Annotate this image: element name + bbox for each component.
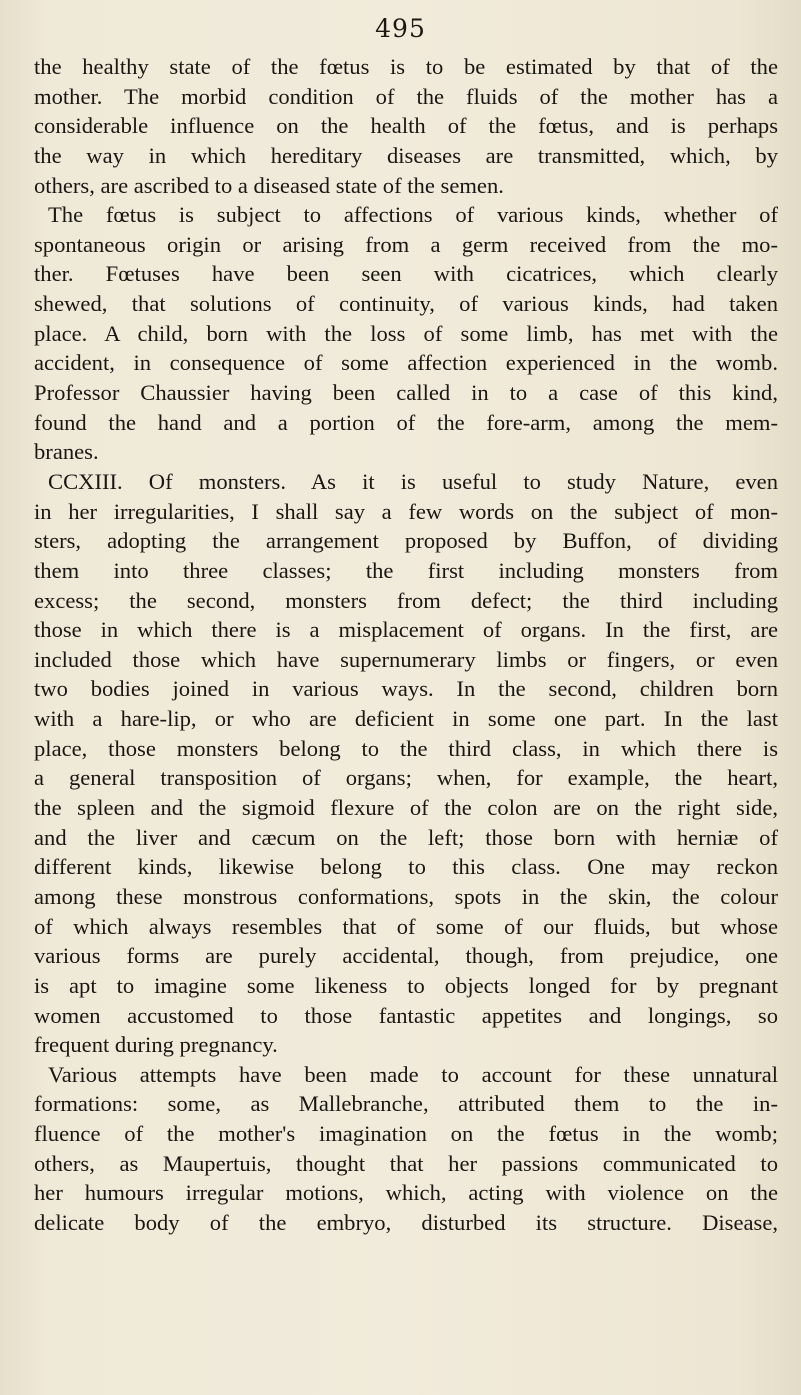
paragraph-start-line: Various attempts have been made to account for these unnatural	[48, 1061, 778, 1087]
paragraph-start-line: The fœtus is subject to affections of various kinds, whether of	[48, 202, 778, 228]
text-line: her humours irregular motions, which, acting with violence on the	[34, 1180, 778, 1206]
text-line: with a hare-lip, or who are deficient in some one part. In the last	[34, 706, 778, 732]
text-line: considerable influence on the health of the fœtus, and is perhaps	[34, 113, 778, 139]
body-text	[34, 52, 778, 1238]
text-line: others, as Maupertuis, thought that her passions communicated to	[34, 1150, 778, 1176]
text-line: spontaneous origin or arising from a germ received from the mo-	[34, 231, 778, 257]
text-line: found the hand and a portion of the fore-arm, among the mem-	[34, 409, 778, 435]
text-line: place. A child, born with the loss of some limb, has met with the	[34, 320, 778, 346]
text-line: frequent during pregnancy.	[34, 1032, 278, 1058]
text-line: others, are ascribed to a diseased state of the semen.	[34, 172, 504, 198]
text-line: women accustomed to those fantastic appetites and longings, so	[34, 1002, 778, 1028]
text-line: ther. Fœtuses have been seen with cicatrices, which clearly	[34, 261, 778, 287]
text-line: excess; the second, monsters from defect; the third including	[34, 587, 778, 613]
text-line: fluence of the mother's imagination on the fœtus in the womb;	[34, 1121, 778, 1147]
text-line: is apt to imagine some likeness to objects longed for by pregnant	[34, 972, 778, 998]
text-line: sters, adopting the arrangement proposed by Buffon, of dividing	[34, 528, 778, 554]
text-line: branes.	[34, 439, 99, 465]
text-line: those in which there is a misplacement of organs. In the first, are	[34, 617, 778, 643]
page-number: 495	[375, 14, 426, 43]
text-line: in her irregularities, I shall say a few words on the subject of mon-	[34, 498, 778, 524]
text-line: shewed, that solutions of continuity, of various kinds, had taken	[34, 291, 778, 317]
text-line: them into three classes; the first including monsters from	[34, 557, 778, 583]
text-line: various forms are purely accidental, though, from prejudice, one	[34, 943, 778, 969]
text-line: accident, in consequence of some affection experienced in the womb.	[34, 350, 778, 376]
text-line: included those which have supernumerary limbs or fingers, or even	[34, 646, 778, 672]
text-line: different kinds, likewise belong to this class. One may reckon	[34, 854, 778, 880]
text-line: the healthy state of the fœtus is to be estimated by that of the	[34, 54, 778, 79]
text-line: and the liver and cæcum on the left; those born with herniæ of	[34, 824, 778, 850]
text-line: the way in which hereditary diseases are transmitted, which, by	[34, 142, 778, 168]
text-line: place, those monsters belong to the third class, in which there is	[34, 735, 778, 761]
text-line: formations: some, as Mallebranche, attributed them to the in-	[34, 1091, 778, 1117]
text-line: two bodies joined in various ways. In the second, children born	[34, 676, 778, 702]
section-heading-line: CCXIII. Of monsters. As it is useful to study Nature, even	[48, 468, 778, 494]
text-line: among these monstrous conformations, spots in the skin, the colour	[34, 883, 778, 909]
text-line: a general transposition of organs; when, for example, the heart,	[34, 765, 778, 791]
text-line: of which always resembles that of some of our fluids, but whose	[34, 913, 778, 939]
text-line: mother. The morbid condition of the fluids of the mother has a	[34, 83, 778, 109]
text-line: delicate body of the embryo, disturbed its structure. Disease,	[34, 1209, 778, 1235]
text-line: Professor Chaussier having been called in to a case of this kind,	[34, 380, 778, 406]
text-line: the spleen and the sigmoid flexure of the colon are on the right side,	[34, 795, 778, 821]
